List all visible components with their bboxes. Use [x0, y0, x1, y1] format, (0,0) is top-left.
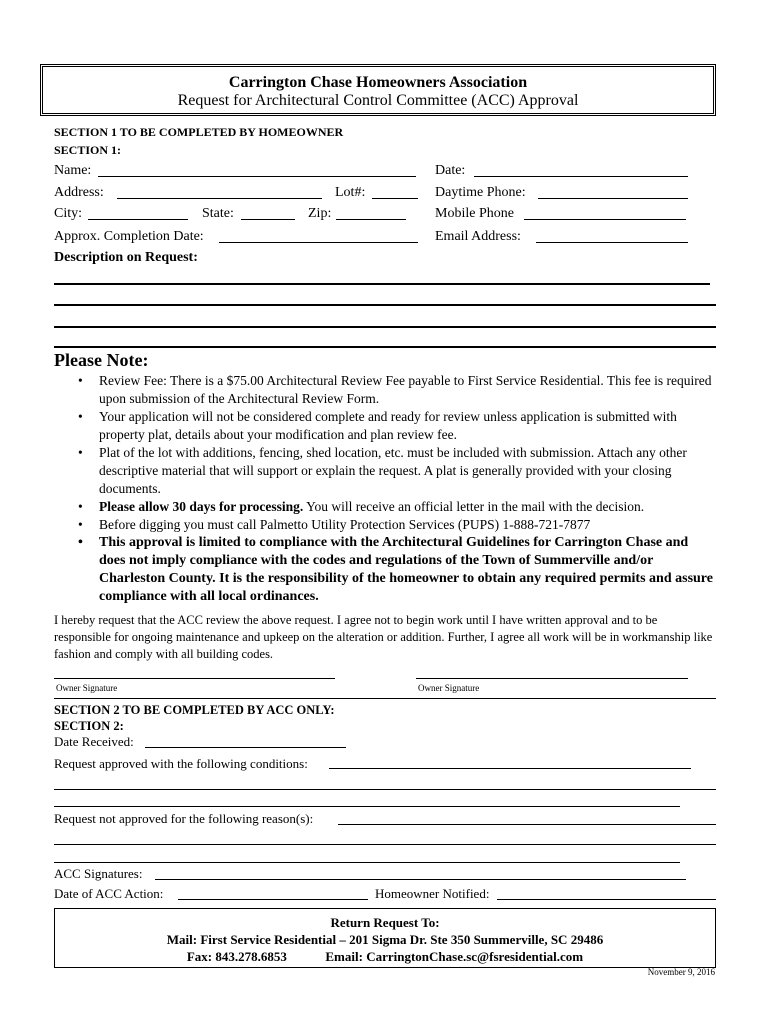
- owner-signature-line-2[interactable]: [416, 678, 688, 679]
- state-label: State:: [202, 206, 234, 221]
- form-title: Carrington Chase Homeowners Association: [228, 74, 528, 91]
- daytime-phone-field[interactable]: [538, 198, 688, 199]
- section1-heading: SECTION 1 TO BE COMPLETED BY HOMEOWNER: [54, 125, 344, 139]
- email-field[interactable]: [536, 242, 688, 243]
- note-item: • Plat of the lot with additions, fencing, shed location, etc. must be included with submission. Attach any other descriptive material that will support or explain the request. A plat is generally provided with your closing documents.: [78, 445, 687, 496]
- zip-field[interactable]: [336, 219, 406, 220]
- note-item: • Review Fee: There is a $75.00 Architectural Review Fee payable to First Service Residential. This fee is required upon submission of the Architectural Review Form.: [78, 373, 712, 406]
- acc-signatures-label: ACC Signatures:: [54, 866, 143, 881]
- date-of-action-label: Date of ACC Action:: [54, 886, 164, 901]
- return-request-box: [54, 908, 716, 968]
- owner-signature-label-2: Owner Signature: [418, 683, 480, 693]
- header-box: [40, 64, 716, 116]
- description-label: Description on Request:: [54, 250, 198, 265]
- approved-conditions-label: Request approved with the following conditions:: [54, 756, 308, 771]
- owner-signature-line-1[interactable]: [54, 678, 335, 679]
- date-label: Date:: [435, 163, 466, 178]
- zip-label: Zip:: [308, 206, 332, 221]
- not-approved-field[interactable]: [338, 824, 716, 825]
- address-label: Address:: [54, 185, 104, 200]
- city-field[interactable]: [88, 219, 188, 220]
- mail-address: Mail: First Service Residential – 201 Sigma Dr. Ste 350 Summerville, SC 29486: [166, 932, 604, 947]
- mobile-phone-field[interactable]: [524, 219, 686, 220]
- return-request-heading: Return Request To:: [330, 915, 440, 930]
- not-approved-line-2[interactable]: [54, 844, 716, 845]
- date-of-action-field[interactable]: [178, 899, 368, 900]
- contact-line: [55, 948, 715, 965]
- state-field[interactable]: [241, 219, 295, 220]
- section1-label: SECTION 1:: [54, 143, 122, 157]
- section2-label: SECTION 2:: [54, 719, 124, 733]
- lot-label: Lot#:: [335, 185, 366, 200]
- revision-date: November 9, 2016: [647, 967, 715, 977]
- form-subtitle: Request for Architectural Control Committee (ACC) Approval: [177, 92, 579, 109]
- homeowner-notified-label: Homeowner Notified:: [375, 886, 490, 901]
- note-item: • Please allow 30 days for processing. You will receive an official letter in the mail with the decision.: [78, 499, 645, 514]
- fax-number: Fax: 843.278.6853: [186, 949, 287, 964]
- name-label: Name:: [54, 163, 92, 178]
- date-received-label: Date Received:: [54, 734, 134, 749]
- please-note-title: Please Note:: [54, 350, 149, 370]
- not-approved-line-3[interactable]: [54, 862, 680, 863]
- lot-field[interactable]: [372, 198, 418, 199]
- description-line-3[interactable]: [54, 326, 716, 328]
- owner-signature-label-1: Owner Signature: [56, 683, 118, 693]
- acc-signatures-field[interactable]: [155, 879, 686, 880]
- approved-conditions-line-3[interactable]: [54, 806, 680, 807]
- homeowner-notified-field[interactable]: [497, 899, 716, 900]
- email-label: Email Address:: [435, 229, 521, 244]
- note-item: • Your application will not be considered complete and ready for review unless application is submitted with property plat, details about your modification and plan review fee.: [78, 409, 677, 442]
- note-item-compliance: • This approval is limited to compliance with the Architectural Guidelines for Carrington Chase and does not imply compliance with the codes and regulations of the Town of Summerville and/or Charleston County. It is the responsibility of the homeowner to obtain any required permits and assure compliance with all local ordinances.: [78, 535, 713, 604]
- description-line-1[interactable]: [54, 283, 710, 285]
- name-field[interactable]: [98, 176, 416, 177]
- contact-email: Email: CarringtonChase.sc@fsresidential.com: [325, 949, 584, 964]
- description-line-2[interactable]: [54, 304, 716, 306]
- approved-conditions-field[interactable]: [329, 768, 691, 769]
- agreement-text: I hereby request that the ACC review the above request. I agree not to begin work until I have written approval and to be responsible for ongoing maintenance and upkeep on the alteration or addition. Further, I agree all work will be in workmanship like fashion and comply with all building codes.: [54, 613, 713, 661]
- note-item: • Before digging you must call Palmetto Utility Protection Services (PUPS) 1-888-721-7877: [78, 517, 591, 532]
- address-field[interactable]: [117, 198, 322, 199]
- section2-heading: SECTION 2 TO BE COMPLETED BY ACC ONLY:: [54, 703, 335, 717]
- approved-conditions-line-2[interactable]: [54, 789, 716, 790]
- description-line-4[interactable]: [54, 346, 716, 348]
- daytime-phone-label: Daytime Phone:: [435, 185, 526, 200]
- date-received-field[interactable]: [145, 747, 346, 748]
- city-label: City:: [54, 206, 83, 221]
- completion-date-label: Approx. Completion Date:: [54, 229, 204, 244]
- completion-date-field[interactable]: [219, 242, 418, 243]
- not-approved-label: Request not approved for the following reason(s):: [54, 811, 314, 826]
- mobile-phone-label: Mobile Phone: [435, 206, 514, 221]
- notes-list: [78, 372, 718, 606]
- date-field[interactable]: [474, 176, 688, 177]
- section-divider: [54, 698, 716, 699]
